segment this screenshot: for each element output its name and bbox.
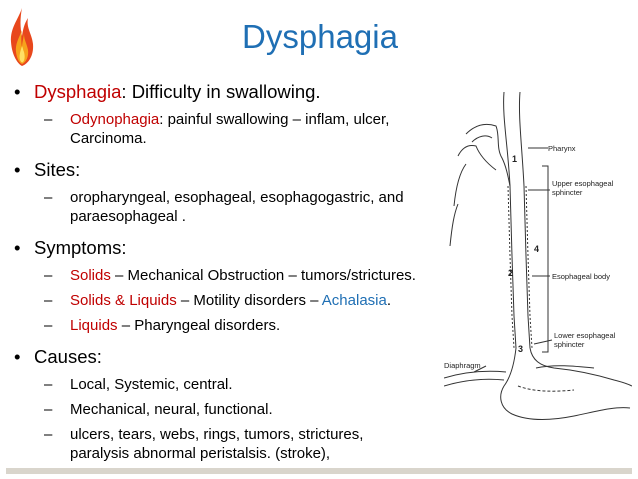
sub-bullet-text: Solids & Liquids	[70, 292, 177, 309]
sub-bullet-item	[14, 291, 484, 310]
sub-bullet-text: – Mechanical Obstruction – tumors/strictures.	[110, 267, 416, 284]
footer-bar	[6, 468, 632, 474]
figure-number-1: 1	[512, 154, 518, 164]
dash-icon: –	[44, 426, 53, 443]
figure-number-2: 2	[508, 268, 514, 278]
sub-bullet-item	[14, 400, 484, 419]
esophagus-anatomy-diagram	[444, 86, 632, 451]
dash-icon: –	[44, 267, 53, 284]
bullet-item	[14, 236, 484, 260]
sub-bullet-text: Solids	[70, 267, 111, 284]
sub-bullet-text: – Pharyngeal disorders.	[117, 317, 281, 334]
bullet-text: Dysphagia	[34, 81, 122, 102]
bullet-item	[14, 345, 484, 369]
dash-icon: –	[44, 292, 53, 309]
label-pharynx: Pharynx	[548, 144, 576, 153]
sub-bullet-text: Achalasia	[321, 292, 387, 309]
sub-bullet-text: : painful swallowing – inflam, ulcer,	[159, 111, 390, 128]
slide-title: Dysphagia	[242, 18, 398, 55]
label-les-line2: sphincter	[554, 340, 585, 349]
dash-icon: –	[44, 401, 53, 418]
sub-bullet-item	[14, 425, 484, 444]
bullet-list	[14, 80, 484, 469]
dash-icon: –	[44, 317, 53, 334]
sub-bullet-text: ulcers, tears, webs, rings, tumors, strictures,	[70, 426, 364, 443]
figure-number-4: 4	[534, 244, 540, 254]
label-esophageal-body: Esophageal body	[552, 272, 610, 281]
bullet-text: Symptoms:	[34, 237, 127, 258]
bullet-text: Causes:	[34, 346, 102, 367]
bullet-text: : Difficulty in swallowing.	[121, 81, 321, 102]
bullet-dot-icon: •	[14, 159, 21, 180]
sub-bullet-item	[14, 444, 484, 463]
sub-bullet-item	[14, 316, 484, 335]
sub-bullet-text: .	[386, 292, 392, 309]
sub-bullet-text: Local, Systemic, central.	[70, 376, 233, 393]
label-ues-line1: Upper esophageal	[552, 179, 614, 188]
sub-bullet-text: Mechanical, neural, functional.	[70, 401, 273, 418]
sub-bullet-item	[14, 375, 484, 394]
sub-bullet-item	[14, 129, 484, 148]
sub-bullet-item	[14, 207, 484, 226]
label-les-line1: Lower esophageal	[554, 331, 616, 340]
dash-icon: –	[44, 376, 53, 393]
sub-bullet-text: paraesophageal .	[70, 208, 186, 225]
bullet-dot-icon: •	[14, 237, 21, 258]
bullet-dot-icon: •	[14, 346, 21, 367]
dash-icon: –	[44, 111, 53, 128]
sub-bullet-text: – Motility disorders –	[176, 292, 322, 309]
label-diaphragm: Diaphragm	[444, 361, 481, 370]
figure-number-3: 3	[518, 344, 524, 354]
label-ues-line2: sphincter	[552, 188, 583, 197]
sub-bullet-item	[14, 110, 484, 129]
sub-bullet-text: paralysis abnormal peristalsis. (stroke),	[70, 445, 331, 462]
bullet-item	[14, 80, 484, 104]
sub-bullet-item	[14, 188, 484, 207]
bullet-text: Sites:	[34, 159, 81, 180]
sub-bullet-text: oropharyngeal, esophageal, esophagogastric, and	[70, 189, 404, 206]
flame-logo-icon	[8, 6, 36, 68]
sub-bullet-text: Carcinoma.	[70, 130, 147, 147]
sub-bullet-text: Liquids	[70, 317, 118, 334]
bullet-dot-icon: •	[14, 81, 21, 102]
sub-bullet-item	[14, 266, 484, 285]
sub-bullet-text: Odynophagia	[70, 111, 160, 128]
bullet-item	[14, 158, 484, 182]
dash-icon: –	[44, 189, 53, 206]
